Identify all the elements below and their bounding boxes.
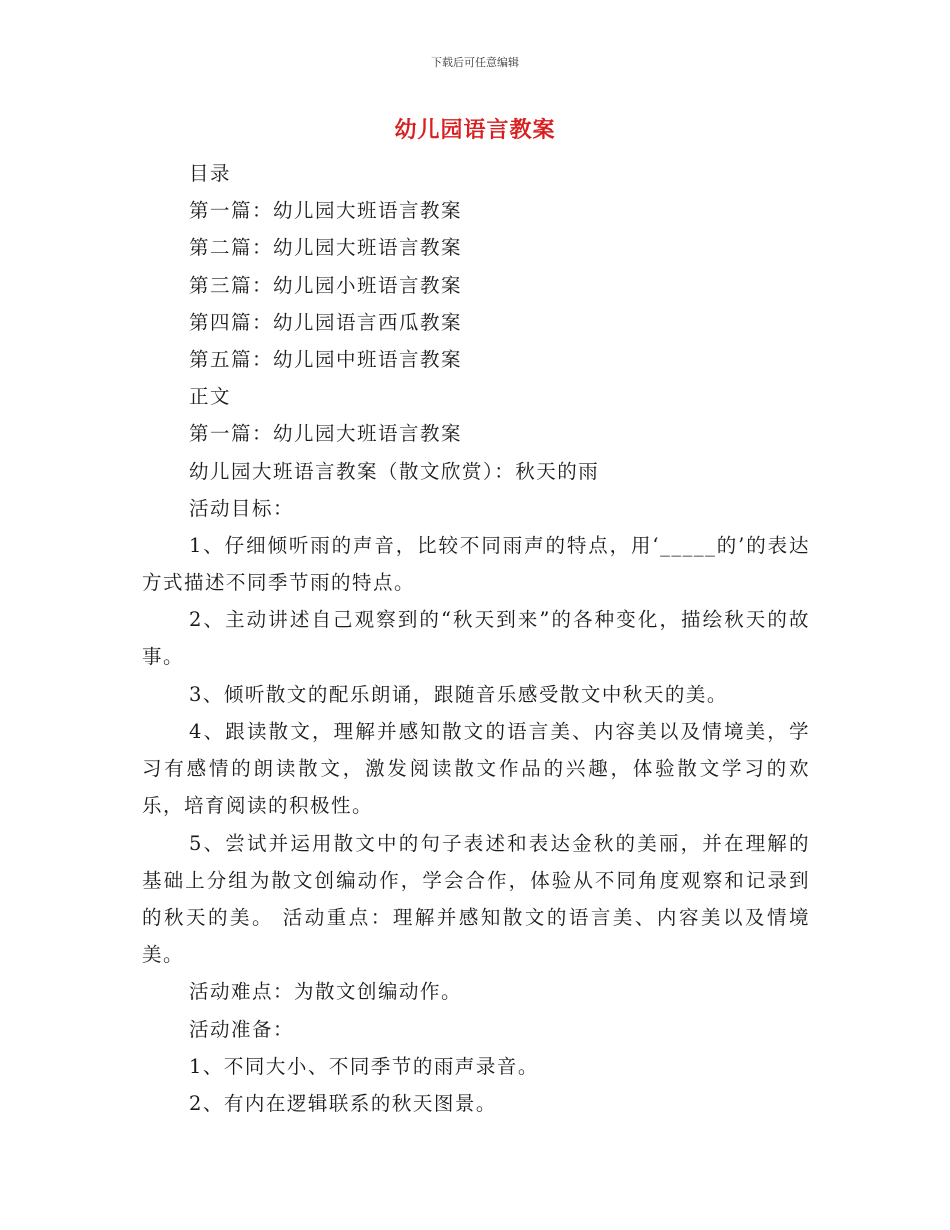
document-title: 幼儿园语言教案 xyxy=(394,118,556,143)
goal-paragraph: 5、尝试并运用散文中的句子表述和表达金秋的美丽，并在理解的基础上分组为散文创编动作，学会合作，体验从不同角度观察和记录到的秋天的美。 活动重点：理解并感知散文的语言美、内容美以及情境美。 xyxy=(142,831,810,967)
document-body xyxy=(142,155,810,1122)
toc-item: 第一篇：幼儿园大班语言教案 xyxy=(189,199,463,223)
goal-paragraph: 3、倾听散文的配乐朗诵，跟随音乐感受散文中秋天的美。 xyxy=(189,682,728,706)
goal-paragraph: 2、主动讲述自己观察到的“秋天到来”的各种变化，描绘秋天的故事。 xyxy=(142,608,810,669)
page-header-note: 下载后可任意编辑 xyxy=(431,56,519,69)
prep-item: 2、有内在逻辑联系的秋天图景。 xyxy=(189,1091,497,1115)
prep-heading: 活动准备： xyxy=(189,1017,295,1041)
difficulty-line: 活动难点：为散文创编动作。 xyxy=(189,980,463,1004)
toc-item: 第三篇：幼儿园小班语言教案 xyxy=(189,273,463,297)
goals-heading: 活动目标： xyxy=(189,496,295,520)
goal-paragraph: 1、仔细倾听雨的声音，比较不同雨声的特点，用‘_____的’的表达方式描述不同季节雨的特点。 xyxy=(142,533,810,595)
body-heading: 正文 xyxy=(189,385,232,409)
chapter-title: 第一篇：幼儿园大班语言教案 xyxy=(189,422,463,446)
prep-item: 1、不同大小、不同季节的雨声录音。 xyxy=(189,1054,539,1078)
toc-item: 第五篇：幼儿园中班语言教案 xyxy=(189,347,463,371)
toc-item: 第二篇：幼儿园大班语言教案 xyxy=(189,236,463,260)
toc-item: 第四篇：幼儿园语言西瓜教案 xyxy=(189,310,463,334)
goal-paragraph: 4、跟读散文，理解并感知散文的语言美、内容美以及情境美，学习有感情的朗读散文，激发阅读散文作品的兴趣，体验散文学习的欢乐，培育阅读的积极性。 xyxy=(142,719,810,818)
lesson-subtitle: 幼儿园大班语言教案（散文欣赏）：秋天的雨 xyxy=(189,459,600,483)
toc-heading: 目录 xyxy=(189,162,232,185)
